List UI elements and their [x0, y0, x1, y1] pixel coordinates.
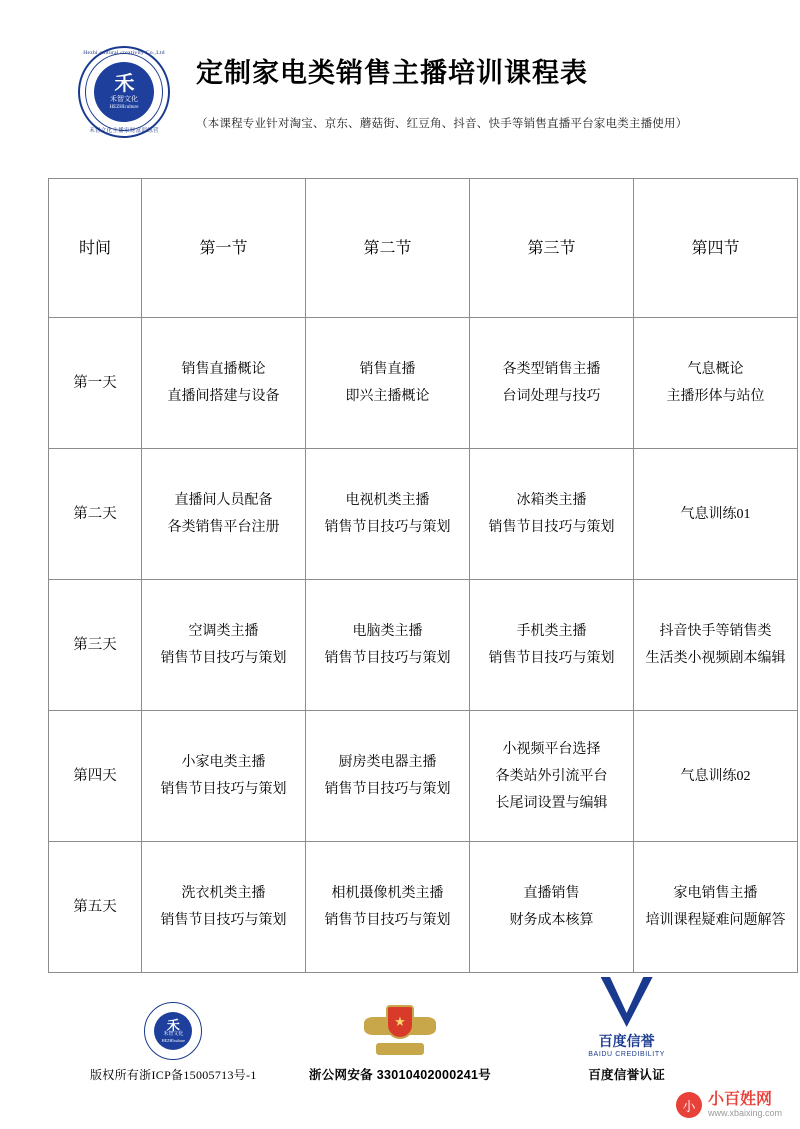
cell-line: 手机类主播	[516, 624, 587, 639]
cell-line: 长尾词设置与编辑	[495, 795, 608, 811]
table-cell	[306, 318, 470, 449]
mini-logo-chinese-name: 禾智文化	[163, 1032, 184, 1037]
cell-line: 销售节目技巧与策划	[160, 651, 287, 666]
cell-line: 小视频平台选择	[502, 741, 601, 757]
baidu-credibility-badge[interactable]	[517, 969, 737, 1083]
cell-line: 各类型销售主播	[502, 362, 601, 377]
column-header-period-4: 第四节	[634, 179, 798, 318]
cell-line: 销售节目技巧与策划	[324, 782, 451, 797]
cell-line: 销售节目技巧与策划	[488, 520, 615, 535]
police-shield-icon	[364, 1003, 436, 1059]
watermark-icon: 小	[676, 1092, 702, 1118]
cell-line: 各类销售平台注册	[167, 520, 280, 535]
cell-line: 台词处理与技巧	[502, 389, 601, 404]
row-day-label: 第五天	[49, 842, 142, 973]
watermark-site-url: www.xbaixing.com	[707, 1108, 782, 1118]
row-day-label: 第三天	[49, 580, 142, 711]
logo-mark-glyph: 禾	[114, 72, 134, 95]
cell-line: 即兴主播概论	[345, 389, 430, 404]
watermark-site-name: 小百姓网	[707, 1091, 772, 1108]
table-cell	[306, 711, 470, 842]
cell-line: 销售节目技巧与策划	[160, 913, 287, 928]
logo-arc-top-text: Hezhi cultural creativity Co.,Ltd	[83, 50, 165, 56]
column-header-time: 时间	[49, 179, 142, 318]
column-header-period-2: 第二节	[306, 179, 470, 318]
table-cell	[142, 318, 306, 449]
icp-caption: 版权所有浙ICP备15005713号-1	[89, 1068, 257, 1082]
table-cell	[142, 711, 306, 842]
police-emblem-icon	[290, 997, 510, 1059]
site-watermark	[676, 1091, 782, 1119]
column-header-period-1: 第一节	[142, 179, 306, 318]
cell-line: 电脑类主播	[352, 624, 423, 639]
company-logo	[78, 46, 170, 138]
column-header-period-3: 第三节	[470, 179, 634, 318]
logo-chinese-name: 禾智文化	[110, 94, 138, 103]
cell-line: 主播形体与站位	[666, 389, 765, 404]
cell-line: 厨房类电器主播	[338, 755, 437, 770]
cell-line: 气息训练02	[680, 768, 751, 784]
document-header	[0, 0, 800, 138]
document-footer	[0, 969, 800, 1129]
cell-line: 电视机类主播	[345, 493, 430, 508]
table-header-row	[49, 179, 798, 318]
table-cell	[470, 711, 634, 842]
cell-line: 洗衣机类主播	[181, 886, 266, 901]
schedule-table-wrapper	[0, 178, 800, 973]
cell-line: 培训课程疑难问题解答	[645, 913, 786, 928]
cell-line: 销售节目技巧与策划	[488, 651, 615, 666]
cell-line: 气息训练01	[680, 506, 751, 522]
police-base-shape	[376, 1043, 424, 1055]
police-badge[interactable]	[290, 997, 510, 1083]
table-cell	[634, 449, 798, 580]
table-cell	[142, 842, 306, 973]
cell-line: 冰箱类主播	[516, 493, 587, 508]
table-cell	[142, 449, 306, 580]
cell-line: 销售节目技巧与策划	[324, 520, 451, 535]
logo-english-name: HEZHIculture	[109, 104, 139, 110]
table-row	[49, 449, 798, 580]
icp-emblem	[63, 998, 283, 1060]
police-caption: 浙公网安备 33010402000241号	[308, 1068, 492, 1082]
schedule-table-head	[49, 179, 798, 318]
schedule-table	[48, 178, 798, 973]
table-cell	[306, 842, 470, 973]
baidu-title: 百度信誉	[598, 1033, 655, 1049]
cell-line: 销售直播	[359, 362, 416, 377]
cell-line: 财务成本核算	[509, 913, 594, 928]
mini-logo-english-name: HEZHIculture	[161, 1038, 185, 1043]
cell-line: 销售节目技巧与策划	[324, 913, 451, 928]
police-star-glyph: ★	[386, 1005, 414, 1039]
cell-line: 直播间搭建与设备	[167, 389, 280, 404]
table-cell	[634, 318, 798, 449]
baidu-emblem	[517, 969, 737, 1031]
logo-arc-bottom-text: 禾智文化主播家财富训练营	[89, 128, 159, 134]
cell-line: 空调类主播	[188, 624, 259, 639]
page-subtitle: （本课程专业针对淘宝、京东、蘑菇街、红豆角、抖音、快手等销售直播平台家电类主播使用）	[196, 118, 688, 130]
cell-line: 各类站外引流平台	[495, 768, 608, 784]
table-cell	[634, 842, 798, 973]
company-logo-small-icon	[144, 1002, 202, 1060]
row-day-label: 第一天	[49, 318, 142, 449]
table-cell	[306, 449, 470, 580]
cell-line: 气息概论	[687, 362, 744, 377]
baidu-v-icon	[595, 975, 659, 1031]
cell-line: 小家电类主播	[181, 755, 266, 770]
cell-line: 直播间人员配备	[174, 493, 273, 508]
cell-line: 家电销售主播	[673, 886, 758, 901]
page-title: 定制家电类销售主播培训课程表	[196, 58, 588, 88]
row-day-label: 第四天	[49, 711, 142, 842]
table-cell	[634, 580, 798, 711]
mini-logo-mark-glyph: 禾	[166, 1018, 180, 1033]
title-block	[170, 40, 752, 132]
table-cell	[470, 580, 634, 711]
table-cell	[142, 580, 306, 711]
table-row	[49, 842, 798, 973]
table-cell	[306, 580, 470, 711]
cell-line: 销售直播概论	[181, 362, 266, 377]
baidu-caption: 百度信誉认证	[588, 1068, 666, 1082]
row-day-label: 第二天	[49, 449, 142, 580]
table-cell	[470, 449, 634, 580]
cell-line: 销售节目技巧与策划	[324, 651, 451, 666]
cell-line: 抖音快手等销售类	[659, 624, 772, 639]
table-row	[49, 580, 798, 711]
table-cell	[470, 842, 634, 973]
cell-line: 直播销售	[523, 886, 580, 901]
cell-line: 销售节目技巧与策划	[160, 782, 287, 797]
footer-badges	[0, 969, 800, 1083]
baidu-subtitle: BAIDU CREDIBILITY	[588, 1051, 665, 1058]
logo-inner-disc	[94, 62, 154, 122]
watermark-text-stack	[708, 1091, 782, 1119]
table-cell	[634, 711, 798, 842]
cell-line: 生活类小视频剧本编辑	[645, 651, 786, 666]
icp-badge[interactable]	[63, 998, 283, 1083]
cell-line: 相机摄像机类主播	[331, 886, 444, 901]
table-row	[49, 711, 798, 842]
table-row	[49, 318, 798, 449]
table-cell	[470, 318, 634, 449]
schedule-table-body	[49, 318, 798, 973]
